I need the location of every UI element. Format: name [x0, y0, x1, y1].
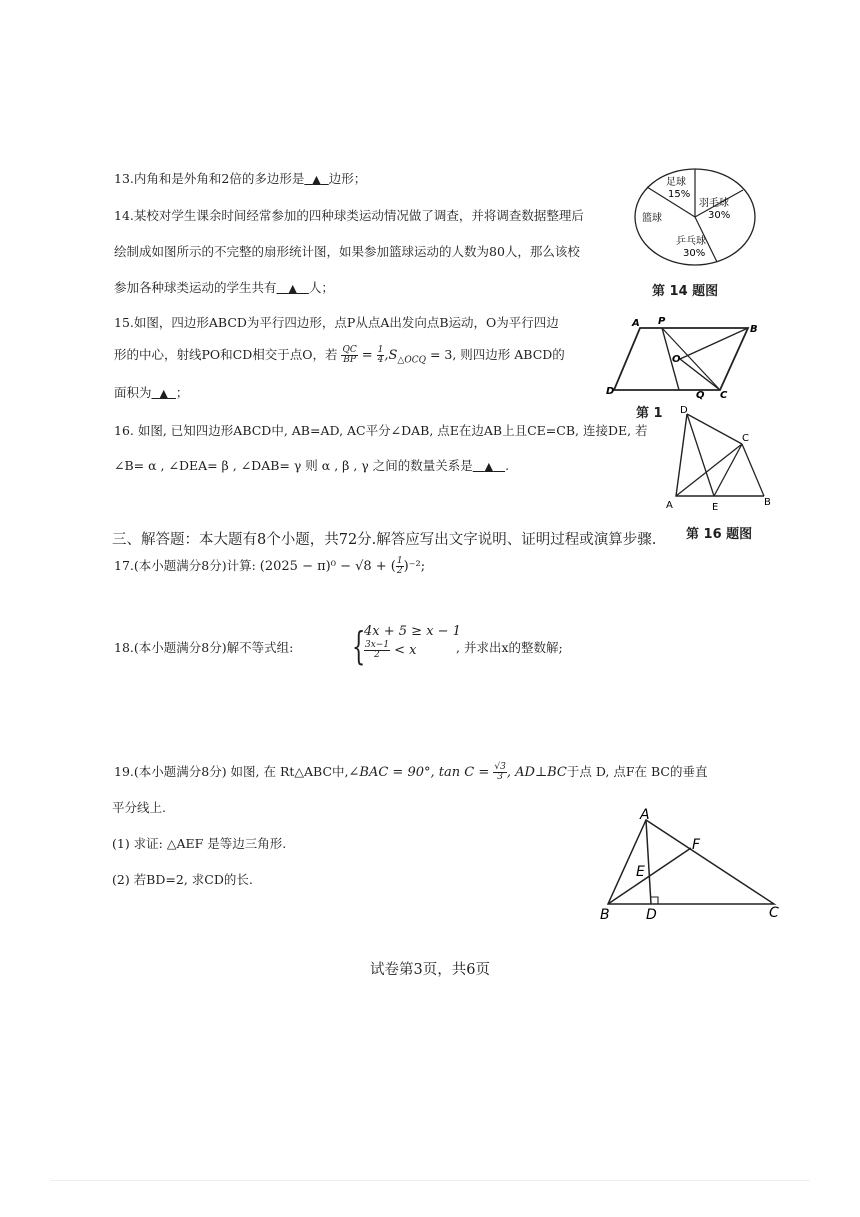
- q15-after: ；: [175, 385, 189, 400]
- answer-triangle-icon: ▲: [288, 282, 297, 295]
- pie-pct-football: 15%: [668, 189, 691, 200]
- q19-part2: (2) 若BD=2, 求CD的长.: [112, 872, 253, 887]
- q18-suffix: , 并求出x的整数解;: [456, 640, 563, 655]
- brace-symbol: {: [352, 624, 366, 668]
- q16-line1: 16. 如图, 已知四边形ABCD中, AB=AD, AC平分∠DAB, 点E在边AB上且CE=CB, 连接DE, 若: [114, 423, 648, 438]
- label-d: D: [646, 907, 657, 923]
- inequality-2-rest: < x: [394, 643, 417, 658]
- label-q: Q: [696, 390, 705, 401]
- q15-line3-text: 面积为: [114, 385, 152, 400]
- q14-line3-text: 参加各种球类运动的学生共有: [114, 280, 277, 295]
- right-angle-mark: [651, 897, 658, 904]
- fig15-caption: 第 1: [636, 406, 663, 421]
- q13-blank: [304, 171, 328, 186]
- label-a: A: [666, 500, 673, 511]
- inequality-1: 4x + 5 ≥ x − 1: [364, 624, 461, 639]
- q15-fraction-qc-bp: [341, 346, 357, 365]
- frac-denominator: 4: [377, 355, 384, 365]
- q15-subscript: △OCQ: [397, 355, 426, 366]
- pie-label-pingpong: 乒乓球: [676, 236, 706, 247]
- label-c: C: [720, 390, 728, 401]
- line-ce: [714, 444, 742, 496]
- frac-denominator: 2: [374, 650, 380, 660]
- answer-triangle-icon: ▲: [484, 460, 494, 473]
- q15-blank: [152, 385, 176, 400]
- frac-numerator: 1: [377, 345, 384, 355]
- q19-text-a: 19.(本小题满分8分) 如图, 在 Rt△ABC中,: [114, 764, 349, 779]
- q19-math-c: , AD⊥BC: [506, 765, 567, 780]
- pie-chart-figure: [630, 165, 760, 275]
- q19-text-d: 于点 D, 点F在 BC的垂直: [566, 764, 708, 779]
- q13-after: 边形；: [328, 171, 367, 186]
- answer-triangle-icon: ▲: [159, 387, 168, 400]
- pie-pct-badminton: 30%: [708, 210, 731, 221]
- q15-s: ,S: [384, 348, 398, 363]
- frac-denominator: 3: [497, 772, 503, 782]
- q19-line1: [114, 763, 708, 782]
- frac-numerator: 1: [396, 556, 403, 566]
- q19-fraction: [493, 763, 506, 782]
- section-heading: 三、解答题：本大题有8个小题，共72分.解答应写出文字说明、证明过程或演算步骤.: [112, 532, 657, 548]
- q15-line2: [114, 346, 565, 366]
- label-d: D: [680, 405, 688, 416]
- q16-line2: [114, 458, 509, 473]
- quadrilateral-figure: [660, 404, 780, 514]
- line-oc: [680, 359, 720, 390]
- pie-label-basketball: 篮球: [642, 213, 662, 224]
- side-cb: [742, 444, 764, 496]
- triangle-abc: [608, 820, 774, 904]
- q17-expression: (2025 − π)⁰ − √8 + (: [259, 559, 396, 574]
- q17-expression-end: )⁻²;: [403, 559, 426, 574]
- q16-blank: [473, 458, 505, 473]
- frac-numerator: QC: [342, 345, 357, 355]
- label-e: E: [636, 864, 645, 880]
- label-d: D: [606, 386, 615, 397]
- pie-pct-pingpong: 30%: [683, 248, 706, 259]
- q14-line2: 绘制成如图所示的不完整的扇形统计图，如果参加篮球运动的人数为80人，那么该校: [114, 244, 580, 259]
- frac-numerator: 3x−1: [365, 640, 390, 650]
- question-13: [114, 171, 366, 186]
- q19-part1: (1) 求证: △AEF 是等边三角形.: [112, 836, 287, 851]
- label-a: A: [632, 318, 640, 329]
- triangle-figure: [598, 808, 788, 926]
- q14-line1: 14.某校对学生课余时间经常参加的四种球类运动情况做了调查，并将调查数据整理后: [114, 208, 584, 223]
- frac-denominator: 2: [396, 566, 403, 576]
- answer-triangle-icon: ▲: [312, 173, 321, 186]
- q16-line2-text: ∠B= α , ∠DEA= β , ∠DAB= γ 则 α , β , γ 之间的数量关系是: [114, 458, 473, 473]
- pie-caption: 第 14 题图: [652, 284, 719, 299]
- q14-line3: [114, 280, 334, 295]
- label-e: E: [712, 502, 719, 513]
- label-b: B: [764, 497, 771, 508]
- label-c: C: [742, 433, 749, 444]
- question-17: [114, 557, 425, 576]
- q15-line2-text: 形的中心，射线PO和CD相交于点O，若: [114, 347, 338, 362]
- label-o: O: [672, 354, 681, 365]
- bottom-divider: [50, 1180, 810, 1181]
- label-c: C: [769, 905, 779, 921]
- parallelogram-figure: [600, 312, 770, 412]
- pie-label-badminton: 羽毛球: [699, 198, 729, 209]
- q19-line2: 平分线上.: [112, 800, 166, 815]
- diagonal-ac: [676, 444, 742, 496]
- q15-line1: 15.如图，四边形ABCD为平行四边形，点P从点A出发向点B运动，O为平行四边: [114, 315, 559, 330]
- q14-blank: [277, 280, 309, 295]
- label-b: B: [600, 907, 610, 923]
- q13-text: 13.内角和是外角和2倍的多边形是: [114, 171, 305, 186]
- inequality-2-fraction: [364, 641, 390, 660]
- label-b: B: [750, 324, 758, 335]
- q15-line3: [114, 385, 188, 400]
- q18-prefix: 18.(本小题满分8分)解不等式组:: [114, 640, 294, 655]
- inequality-system: [364, 624, 461, 660]
- q15-equals: =: [361, 348, 373, 363]
- q16-after: .: [505, 458, 510, 473]
- inequality-2: [364, 641, 461, 660]
- line-ob: [680, 328, 748, 359]
- q17-prefix: 17.(本小题满分8分)计算:: [114, 558, 256, 573]
- q19-math-b: ∠BAC = 90°, tan C =: [348, 765, 494, 780]
- pie-label-football: 足球: [666, 177, 686, 188]
- q14-after: 人；: [308, 280, 334, 295]
- label-p: P: [658, 316, 666, 327]
- q15-line2-rest: = 3, 则四边形 ABCD的: [425, 347, 565, 362]
- q17-fraction-half: [396, 557, 404, 576]
- label-f: F: [692, 837, 701, 853]
- altitude-ad: [646, 820, 651, 904]
- fig16-caption: 第 16 题图: [684, 523, 754, 542]
- frac-denominator: BP: [343, 355, 356, 365]
- label-a: A: [640, 808, 650, 823]
- page-footer: 试卷第3页，共6页: [370, 962, 490, 978]
- frac-numerator: √3: [494, 762, 506, 772]
